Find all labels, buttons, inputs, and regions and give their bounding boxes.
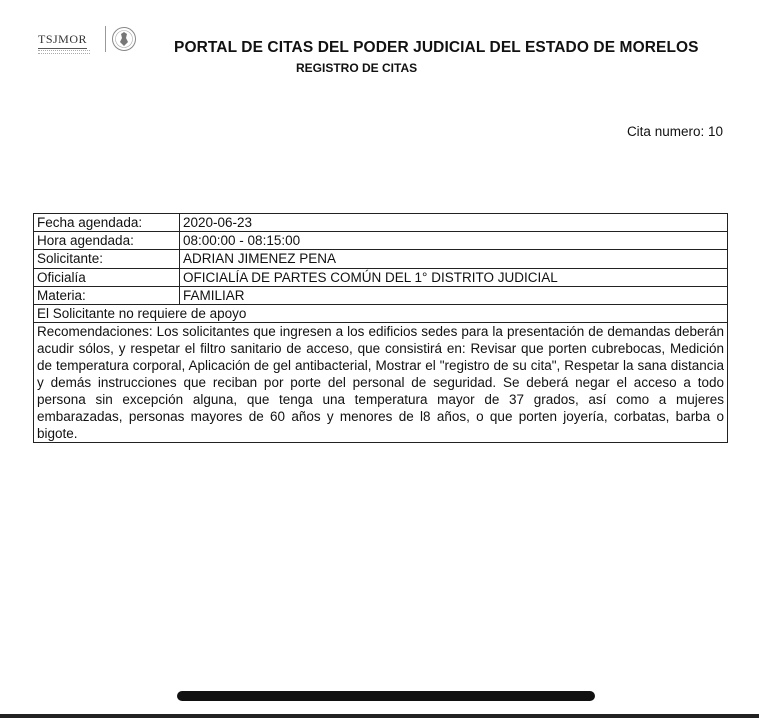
table-row-fecha [34,214,728,232]
row-value: FAMILIAR [180,286,728,304]
table-row-hora [34,232,728,250]
row-label: Hora agendada: [34,232,180,250]
recomendaciones-text: Recomendaciones: Los solicitantes que ingresen a los edificios sedes para la presentación de demandas deberán acudir sólos, y respetar el filtro sanitario de acceso, que consistirá en: Revisar que porten cubrebocas, Medición de temperatura corporal, Aplicación de gel antibacterial, Mostrar el "registro de su cita", Respetar la sana distancia y demás instrucciones que reciban por porte del personal de seguridad. Se deberá negar el acceso a todo persona sin excepción alguna, que tenga una temperatura mayor de 37 grados, así como a mujeres embarazadas, personas mayores de 60 años y menores de l8 años, o que porten joyería, corbatas, barba o bigote. [34,323,728,443]
home-indicator[interactable] [177,691,595,701]
table-row-materia [34,286,728,304]
row-value: 2020-06-23 [180,214,728,232]
row-value: 08:00:00 - 08:15:00 [180,232,728,250]
seal-icon [111,26,137,52]
logo-subtext-lines [38,50,90,54]
table-row-apoyo [34,304,728,322]
row-label: Solicitante: [34,250,180,268]
row-label: Oficialía [34,268,180,286]
row-label: Fecha agendada: [34,214,180,232]
row-label: Materia: [34,286,180,304]
table-row-solicitante [34,250,728,268]
logo-separator [105,26,106,52]
bottom-border [0,714,759,718]
tsjmor-logo [38,26,140,56]
table-row-recomendaciones [34,323,728,443]
table-row-oficialia [34,268,728,286]
cita-number: Cita numero: 10 [626,124,723,139]
page-title: PORTAL DE CITAS DEL PODER JUDICIAL DEL ESTADO DE MORELOS [174,39,699,56]
appointment-table [33,213,728,443]
page-subtitle: REGISTRO DE CITAS [296,61,418,75]
apoyo-text: El Solicitante no requiere de apoyo [34,304,728,322]
row-value: ADRIAN JIMENEZ PENA [180,250,728,268]
logo-text: TSJMOR [38,32,88,46]
row-value: OFICIALÍA DE PARTES COMÚN DEL 1° DISTRITO JUDICIAL [180,268,728,286]
